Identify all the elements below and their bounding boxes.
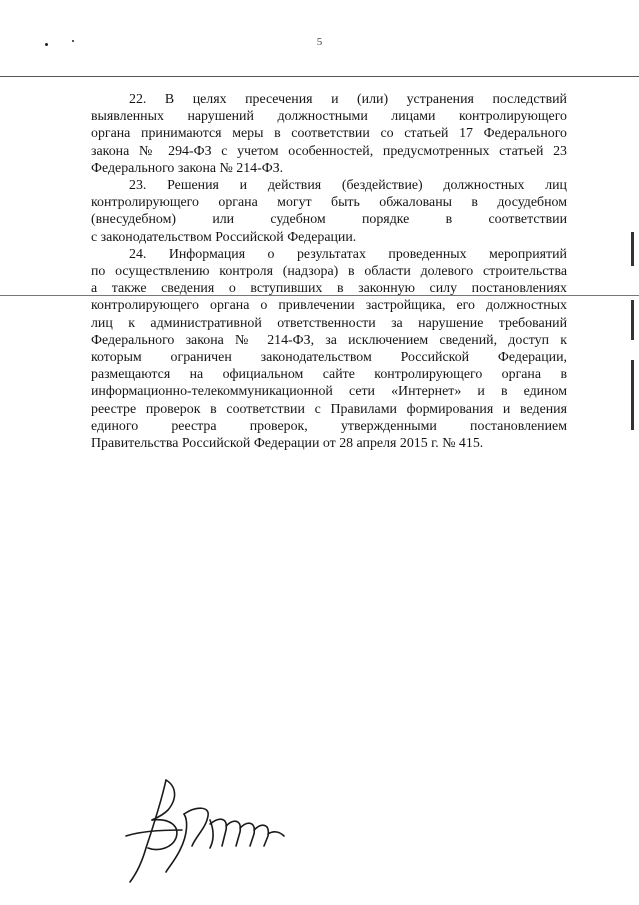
text-line: реестре проверок в соответствии с Правилами формирования и ведения xyxy=(91,401,567,417)
text-line: которым ограничен законодательством Российской Федерации, xyxy=(91,350,567,366)
page-number: 5 xyxy=(316,36,323,48)
scan-edge-mark xyxy=(631,232,634,266)
text-line: 24. Информация о результатах проведенных мероприятий xyxy=(129,246,567,262)
text-line: Федерального закона № 214-ФЗ. xyxy=(91,160,284,176)
text-line: контролирующего органа о привлечении застройщика, его должностных xyxy=(91,298,567,314)
paragraph-24 xyxy=(91,246,567,452)
text-line: 23. Решения и действия (бездействие) должностных лиц xyxy=(129,178,567,194)
paragraph-22 xyxy=(91,91,567,177)
scan-edge-mark xyxy=(631,360,634,430)
scan-artifact-line xyxy=(0,76,639,77)
text-line: 22. В целях пресечения и (или) устранения последствий xyxy=(129,92,567,107)
text-line: Федерального закона № 214-ФЗ, за исключением сведений, доступ к xyxy=(91,332,567,348)
text-line: закона № 294-ФЗ с учетом особенностей, предусмотренных статьей 23 xyxy=(91,143,567,159)
text-line: (внесудебном) или судебном порядке в соответствии xyxy=(91,212,567,228)
text-line: размещаются на официальном сайте контролирующего органа в xyxy=(91,367,567,383)
text-line: с законодательством Российской Федерации. xyxy=(91,229,357,245)
text-line: информационно-телекоммуникационной сети «Интернет» и в едином xyxy=(91,384,567,400)
text-line: лиц к административной ответственности за нарушение требований xyxy=(91,315,567,331)
document-body xyxy=(91,91,567,452)
handwritten-signature xyxy=(118,776,288,886)
text-line: контролирующего органа могут быть обжалованы в досудебном xyxy=(91,195,567,211)
scan-edge-mark xyxy=(631,300,634,340)
text-line: единого реестра проверок, утвержденными постановлением xyxy=(91,418,567,434)
paragraph-23 xyxy=(91,177,567,246)
text-line: а также сведения о вступивших в законную силу постановлениях xyxy=(91,281,567,297)
text-line: выявленных нарушений должностными лицами контролирующего xyxy=(91,109,567,125)
text-line: по осуществлению контроля (надзора) в области долевого строительства xyxy=(91,264,567,280)
text-line: органа принимаются меры в соответствии со статьей 17 Федерального xyxy=(91,126,567,142)
text-line: Правительства Российской Федерации от 28 апреля 2015 г. № 415. xyxy=(91,436,484,452)
